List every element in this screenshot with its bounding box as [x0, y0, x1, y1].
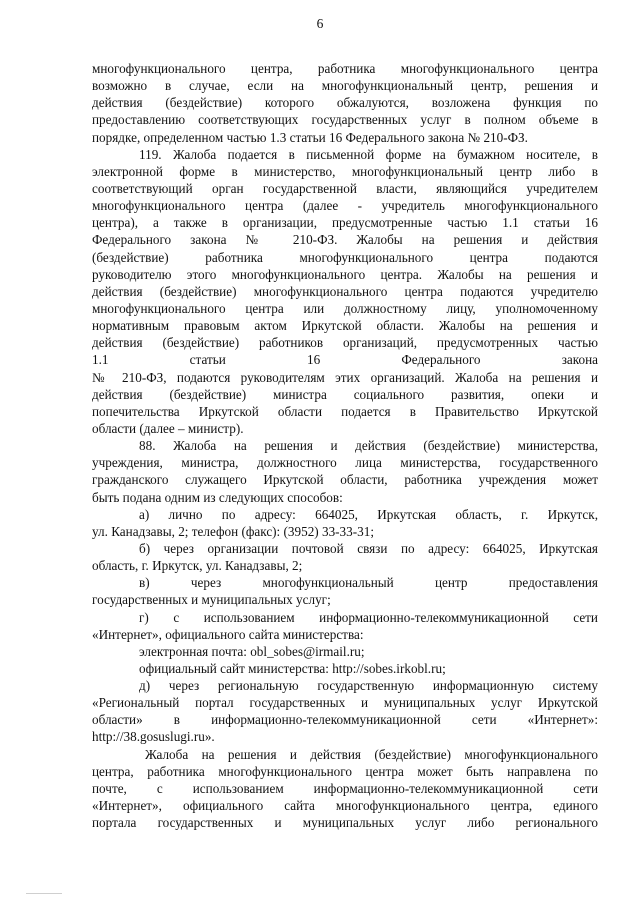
- text-line: 88. Жалоба на решения и действия (бездействие) министерства,: [139, 438, 598, 454]
- text-line: д) через региональную государственную информационную систему: [139, 678, 598, 694]
- text-line: возможно в случае, если на многофункциональный центр, решения и: [92, 78, 598, 94]
- text-line: государственных и муниципальных услуг;: [92, 592, 331, 608]
- text-line: руководителю этого многофункционального центра. Жалобы на решения и: [92, 266, 598, 282]
- text-line: действия (бездействие) которого обжалуются, возложена функция по: [92, 95, 598, 111]
- text-lines: [92, 60, 598, 831]
- text-line: действия (бездействие) работников организаций, предусмотренных частью: [92, 335, 598, 351]
- text-line: центра, работника многофункционального центра может быть направлена по: [92, 763, 598, 779]
- text-line: быть подана одним из следующих способов:: [92, 489, 343, 505]
- text-line: области» в информационно-телекоммуникационной сети «Интернет»:: [92, 712, 598, 728]
- text-line: http://38.gosuslugi.ru».: [92, 729, 215, 745]
- text-line: попечительства Иркутской области подается в Правительство Иркутской: [92, 403, 598, 419]
- text-line: электронной форме в министерство, многофункциональный центр либо в: [92, 163, 598, 179]
- text-line: учреждения, министра, должностного лица министерства, государственного: [92, 455, 598, 471]
- text-line: № 210-ФЗ, подаются руководителям этих организаций. Жалоба на решения и: [92, 369, 598, 385]
- text-line: действия (бездействие) министра социального развития, опеки и: [92, 386, 598, 402]
- text-line: соответствующий орган государственной власти, являющийся учредителем: [92, 180, 598, 196]
- text-line: многофункционального центра, работника многофункционального центра: [92, 61, 598, 76]
- text-line: портала государственных и муниципальных услуг либо регионального: [92, 815, 598, 831]
- text-line: многофункционального центра или должностному лицу, уполномоченному: [92, 300, 598, 316]
- text-line: порядке, определенном частью 1.3 статьи 16 Федерального закона № 210-ФЗ.: [92, 129, 528, 145]
- text-line: «Региональный портал государственных и муниципальных услуг Иркутской: [92, 695, 598, 711]
- text-line: б) через организации почтовой связи по адресу: 664025, Иркутская: [139, 540, 598, 556]
- text-line: «Интернет», официального сайта многофункционального центра, единого: [92, 798, 598, 814]
- text-line: предоставлению соответствующих государственных услуг в полном объеме в: [92, 112, 598, 128]
- text-line: «Интернет», официального сайта министерства:: [92, 626, 364, 642]
- text-line: официальный сайт министерства: http://sobes.irkobl.ru;: [139, 660, 446, 676]
- text-line: Жалоба на решения и действия (бездействие) многофункционального: [145, 746, 598, 762]
- text-line: нормативным правовым актом Иркутской области. Жалобы на решения и: [92, 318, 598, 334]
- text-line: многофункционального центра (далее - учредитель многофункционального: [92, 198, 598, 214]
- text-line: ул. Канадзавы, 2; телефон (факс): (3952) 33-33-31;: [92, 523, 374, 539]
- scan-edge-mark: [26, 893, 62, 894]
- document-text: [92, 60, 598, 831]
- text-line: 119. Жалоба подается в письменной форме на бумажном носителе, в: [139, 146, 598, 162]
- text-line: действия (бездействие) многофункционального центра подаются учредителю: [92, 283, 598, 299]
- text-line: область, г. Иркутск, ул. Канадзавы, 2;: [92, 558, 303, 574]
- text-line: в) через многофункциональный центр предоставления: [139, 575, 598, 591]
- text-line: (бездействие) работника многофункционального центра подаются: [92, 249, 598, 265]
- text-line: электронная почта: obl_sobes@irmail.ru;: [139, 643, 365, 659]
- text-line: Федерального закона № 210-ФЗ. Жалобы на решения и действия: [92, 232, 598, 248]
- text-line: гражданского служащего Иркутской области, работника учреждения может: [92, 472, 598, 488]
- text-line: а) лично по адресу: 664025, Иркутская область, г. Иркутск,: [139, 506, 598, 522]
- text-line: 1.1 статьи 16 Федерального закона: [92, 352, 598, 368]
- page-number: 6: [316, 16, 324, 31]
- text-line: г) с использованием информационно-телекоммуникационной сети: [139, 609, 598, 625]
- text-line: почте, с использованием информационно-телекоммуникационной сети: [92, 780, 598, 796]
- text-line: области (далее – министр).: [92, 420, 244, 436]
- text-line: центра), а также в организации, предусмотренные частью 1.1 статьи 16: [92, 215, 598, 231]
